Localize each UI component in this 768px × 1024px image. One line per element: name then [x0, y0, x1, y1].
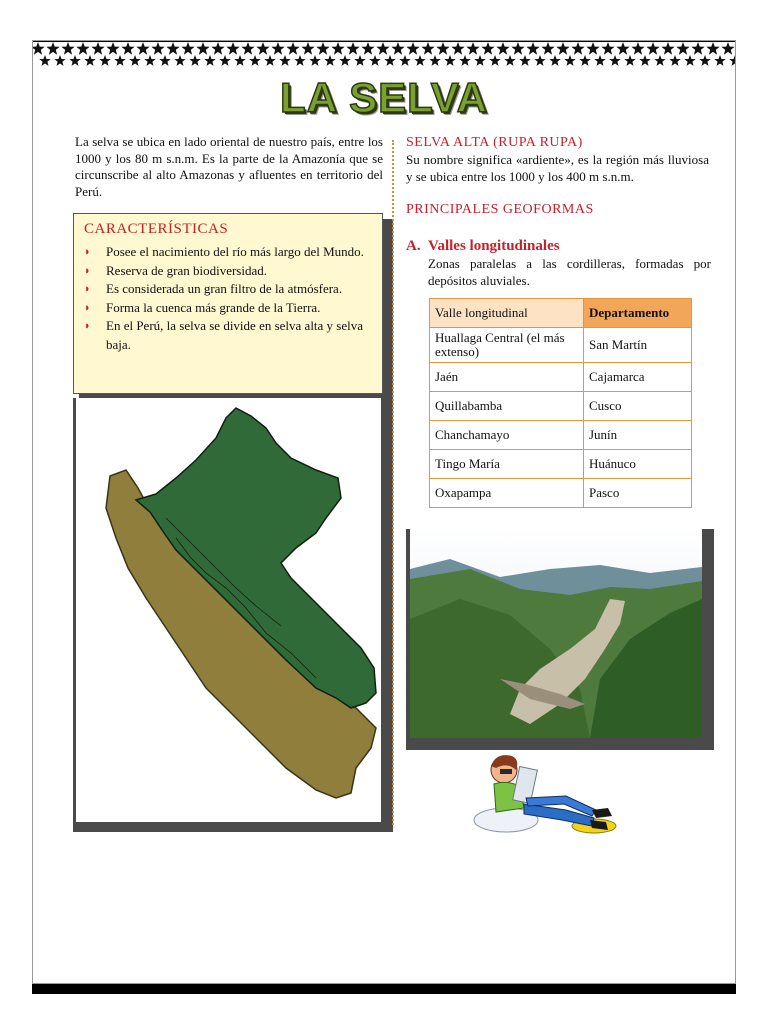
- table-row: [430, 363, 692, 392]
- table-cell: Jaén: [430, 363, 584, 392]
- column-divider: [392, 140, 394, 825]
- table-cell: Cajamarca: [584, 363, 692, 392]
- valles-letter: A.: [406, 238, 421, 254]
- valley-landscape: [410, 529, 702, 738]
- bullet-icon: ◗: [84, 246, 91, 258]
- selva-alta-text: Su nombre significa «ardiente», es la región más lluviosa y se ubica entre los 1000 y los 400 m s.n.m.: [406, 152, 709, 184]
- table-cell: Junín: [584, 421, 692, 450]
- reading-boy-icon: [466, 752, 626, 836]
- caracteristicas-title: CARACTERÍSTICAS: [84, 221, 229, 237]
- bullet-icon: ◗: [84, 301, 91, 314]
- peru-map-illustration: [76, 398, 381, 822]
- table-header: Departamento: [584, 299, 692, 328]
- table-cell: Pasco: [584, 479, 692, 508]
- bullet-icon: ◗: [84, 264, 91, 277]
- table-cell: Chanchamayo: [430, 421, 584, 450]
- list-item: ◗ En el Perú, la selva se divide en selva alta y selva baja.: [84, 318, 364, 352]
- valles-text: Zonas paralelas a las cordilleras, formadas por depósitos aluviales.: [428, 256, 711, 288]
- table-cell: Quillabamba: [430, 392, 584, 421]
- caracteristicas-box: [73, 213, 383, 394]
- table-cell: San Martín: [584, 328, 692, 363]
- peru-map: [76, 398, 381, 822]
- reading-boy-illustration: [466, 752, 626, 836]
- valley-photo-frame: [406, 529, 714, 750]
- table-header: Valle longitudinal: [430, 299, 584, 328]
- table-row: [430, 479, 692, 508]
- list-item: ◗ Reserva de gran biodiversidad.: [84, 262, 372, 281]
- valles-table: [429, 298, 692, 508]
- list-item: ◗ Forma la cuenca más grande de la Tierra.: [84, 299, 372, 318]
- bullet-icon: ◗: [84, 320, 91, 332]
- table-header-row: [430, 299, 692, 328]
- bottom-bar: [32, 984, 736, 994]
- list-item: ◗ Es considerada un gran filtro de la atmósfera.: [84, 280, 372, 299]
- table-cell: Huallaga Central (el más extenso): [430, 328, 584, 363]
- bullet-icon: ◗: [84, 283, 91, 295]
- table-cell: Tingo María: [430, 450, 584, 479]
- table-row: [430, 450, 692, 479]
- table-row: [430, 392, 692, 421]
- selva-alta-heading: SELVA ALTA (RUPA RUPA): [406, 135, 583, 150]
- intro-paragraph: La selva se ubica en lado oriental de nuestro país, entre los 1000 y los 80 m s.n.m. Es la parte de la Amazonía que se circunscribe al alto Amazonas y afluentes en territorio del Perú.: [75, 134, 383, 199]
- table-row: [430, 421, 692, 450]
- list-item: ◗ Posee el nacimiento del río más largo del Mundo.: [84, 243, 372, 262]
- caracteristicas-list: [84, 243, 372, 354]
- table-cell: Cusco: [584, 392, 692, 421]
- table-cell: Huánuco: [584, 450, 692, 479]
- table-row: [430, 328, 692, 363]
- page-title: LA SELVA: [280, 74, 488, 121]
- valles-title: Valles longitudinales: [428, 238, 560, 254]
- geoformas-heading: PRINCIPALES GEOFORMAS: [406, 202, 594, 217]
- valles-heading: [406, 238, 560, 255]
- peru-map-frame: [73, 398, 393, 832]
- table-cell: Oxapampa: [430, 479, 584, 508]
- valley-photo: [410, 529, 702, 738]
